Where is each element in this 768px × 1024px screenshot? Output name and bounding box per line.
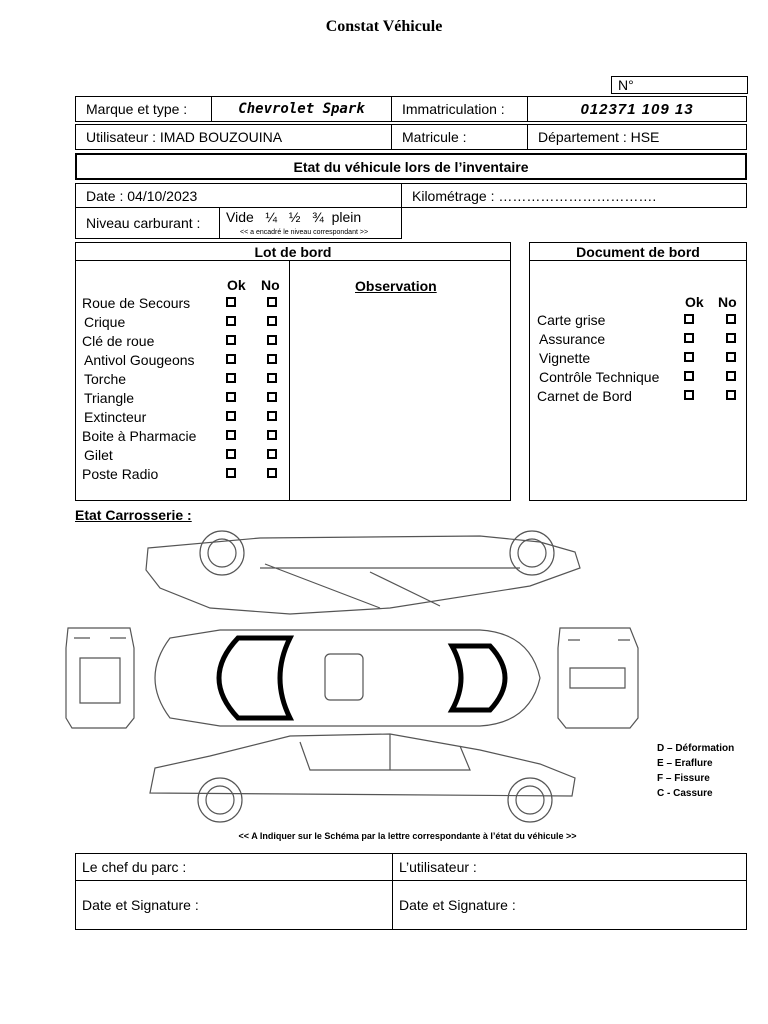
immat-value: 012371 109 13 [580, 100, 694, 118]
legend-fissure: F – Fissure [657, 773, 710, 784]
lot-checkbox-no[interactable] [267, 335, 277, 345]
sunroof [325, 654, 363, 700]
vehicle-diagram[interactable] [60, 528, 645, 828]
signature-table [75, 853, 747, 930]
car-front-view [66, 628, 134, 728]
signature-h-divider [75, 880, 747, 881]
observation-divider [289, 260, 290, 501]
numero-label: N° [618, 77, 634, 93]
document-de-bord-body [529, 260, 747, 501]
etat-title: Etat du véhicule lors de l’inventaire [293, 158, 529, 175]
lot-checkbox-ok[interactable] [226, 373, 236, 383]
wheel-bottom-rear [508, 778, 552, 822]
lot-checkbox-ok[interactable] [226, 316, 236, 326]
lot-item-label: Torche [84, 371, 127, 387]
document-title: Constat Véhicule [325, 18, 443, 35]
carburant-label-cell [75, 207, 220, 239]
marque-value-cell[interactable] [211, 96, 392, 122]
legend-cassure: C - Cassure [657, 788, 713, 799]
departement-cell[interactable] [527, 124, 747, 150]
carburant-note: << a encadré le niveau correspondant >> [240, 229, 369, 236]
marque-label-cell [75, 96, 212, 122]
docbord-checkbox-ok[interactable] [684, 390, 694, 400]
docbord-item-label: Vignette [539, 350, 591, 366]
docbord-no-header: No [718, 294, 737, 310]
legend-eraflure: E – Eraflure [657, 758, 713, 769]
carburant-levels: Vide ¼ ½ ¾ plein [226, 209, 362, 225]
lot-ok-header: Ok [227, 277, 246, 293]
signature-v-divider [392, 853, 393, 930]
docbord-checkbox-no[interactable] [726, 352, 736, 362]
marque-label: Marque et type : [86, 101, 188, 117]
docbord-item-label: Carnet de Bord [537, 388, 632, 404]
departement-label: Département : HSE [538, 129, 660, 145]
lot-checkbox-ok[interactable] [226, 449, 236, 459]
docbord-checkbox-ok[interactable] [684, 371, 694, 381]
docbord-checkbox-ok[interactable] [684, 333, 694, 343]
lot-checkbox-ok[interactable] [226, 335, 236, 345]
windshield [219, 638, 290, 718]
matricule-label: Matricule : [402, 129, 467, 145]
lot-de-bord-header [75, 242, 511, 261]
kilometrage-cell[interactable] [401, 183, 747, 208]
docbord-item-label: Carte grise [537, 312, 606, 328]
docbord-ok-header: Ok [685, 294, 704, 310]
wheel-bottom-front [198, 778, 242, 822]
damage-legend [657, 741, 734, 801]
utilisateur-cell[interactable] [75, 124, 392, 150]
lot-checkbox-no[interactable] [267, 430, 277, 440]
immat-label: Immatriculation : [402, 101, 505, 117]
lot-item-label: Boite à Pharmacie [82, 428, 197, 444]
wheel-top-rear [510, 531, 554, 575]
numero-field[interactable] [611, 76, 748, 94]
docbord-item-label: Contrôle Technique [539, 369, 660, 385]
utilisateur-label: Utilisateur : IMAD BOUZOUINA [86, 129, 283, 145]
lot-item-label: Antivol Gougeons [84, 352, 195, 368]
lot-checkbox-no[interactable] [267, 354, 277, 364]
lot-checkbox-ok[interactable] [226, 430, 236, 440]
lot-checkbox-no[interactable] [267, 297, 277, 307]
lot-checkbox-ok[interactable] [226, 392, 236, 402]
docbord-checkbox-no[interactable] [726, 333, 736, 343]
marque-value: Chevrolet Spark [238, 101, 365, 117]
docbord-checkbox-no[interactable] [726, 371, 736, 381]
lot-checkbox-ok[interactable] [226, 354, 236, 364]
lot-item-label: Poste Radio [82, 466, 159, 482]
lot-header-label: Lot de bord [254, 243, 332, 260]
lot-checkbox-no[interactable] [267, 449, 277, 459]
docbord-header-label: Document de bord [576, 243, 700, 260]
lot-checkbox-ok[interactable] [226, 297, 236, 307]
docbord-checkbox-no[interactable] [726, 314, 736, 324]
kilometrage-label: Kilométrage : ……………………………. [412, 187, 657, 204]
legend-deformation: D – Déformation [657, 743, 735, 754]
docbord-checkbox-ok[interactable] [684, 352, 694, 362]
lot-checkbox-no[interactable] [267, 411, 277, 421]
immat-value-cell[interactable] [527, 96, 747, 122]
carburant-label: Niveau carburant : [86, 215, 201, 231]
utilisateur-sig-label: L’utilisateur : [399, 859, 477, 875]
docbord-item-label: Assurance [539, 331, 606, 347]
lot-de-bord-body [75, 260, 511, 501]
lot-item-label: Extincteur [84, 409, 147, 425]
car-side-view-top [146, 536, 580, 614]
etat-title-cell [75, 153, 747, 180]
car-side-view-bottom [150, 734, 575, 796]
rear-window [452, 646, 505, 710]
matricule-cell[interactable] [391, 124, 528, 150]
immat-label-cell [391, 96, 528, 122]
chef-du-parc-label: Le chef du parc : [82, 859, 187, 875]
lot-item-label: Triangle [84, 390, 135, 406]
docbord-checkbox-no[interactable] [726, 390, 736, 400]
lot-item-label: Clé de roue [82, 333, 155, 349]
schema-note: << A Indiquer sur le Schéma par la lettre correspondante à l’état du véhicule >> [238, 831, 577, 841]
lot-checkbox-no[interactable] [267, 468, 277, 478]
lot-checkbox-ok[interactable] [226, 411, 236, 421]
observation-header: Observation [355, 278, 437, 294]
date-label: Date : 04/10/2023 [86, 187, 198, 204]
lot-checkbox-no[interactable] [267, 373, 277, 383]
date-signature-right[interactable]: Date et Signature : [399, 897, 516, 913]
date-cell[interactable] [75, 183, 402, 208]
lot-checkbox-no[interactable] [267, 316, 277, 326]
lot-item-label: Crique [84, 314, 126, 330]
wheel-top-front [200, 531, 244, 575]
carrosserie-title: Etat Carrosserie : [75, 507, 192, 523]
carburant-levels-cell[interactable] [219, 207, 402, 239]
lot-no-header: No [261, 277, 280, 293]
document-de-bord-header [529, 242, 747, 261]
lot-item-label: Gilet [84, 447, 113, 463]
date-signature-left[interactable]: Date et Signature : [82, 897, 199, 913]
lot-checkbox-ok[interactable] [226, 468, 236, 478]
lot-checkbox-no[interactable] [267, 392, 277, 402]
lot-item-label: Roue de Secours [82, 295, 191, 311]
docbord-checkbox-ok[interactable] [684, 314, 694, 324]
